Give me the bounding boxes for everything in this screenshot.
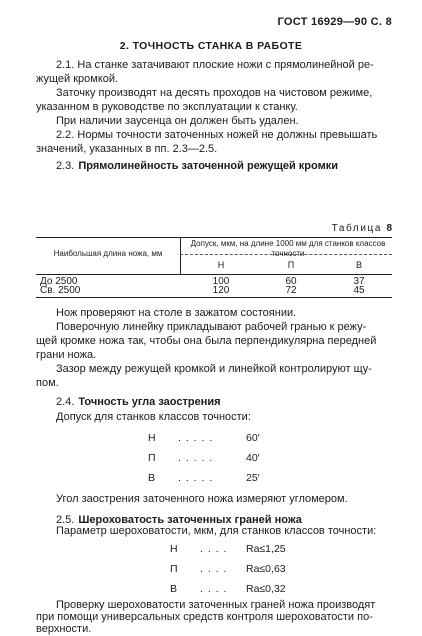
table-header-bottom-rule: [36, 274, 392, 275]
rough-class-n: Н: [170, 543, 178, 555]
angle-dots-n: . . . . .: [178, 432, 214, 444]
table-caption-word: Таблица: [331, 223, 383, 234]
table-top-rule: [36, 237, 392, 238]
rough-class-p: П: [170, 563, 178, 575]
angle-class-p: П: [148, 452, 156, 464]
para-ruler-line1: Поверочную линейку прикладывают рабочей гранью к режу-: [56, 321, 367, 333]
angle-measure: Угол заострения заточенного ножа измеряют угломером.: [56, 493, 348, 505]
angle-dots-v: . . . . .: [178, 472, 214, 484]
table-cell-v-2: 45: [353, 285, 365, 296]
para-final-line2: при помощи универсальных средств контроля шероховатости по-: [36, 611, 373, 623]
para-ruler-line3: грани ножа.: [36, 349, 97, 361]
table-cell-length-2: Св. 2500: [40, 285, 81, 296]
rough-intro: Параметр шероховатости, мкм, для станков классов точности:: [56, 525, 377, 537]
document-header: ГОСТ 16929—90 С. 8: [277, 16, 392, 28]
para-gap-line2: пом.: [36, 377, 59, 389]
para-burr: При наличии заусенца он должен быть удален.: [56, 115, 299, 127]
para-2-2-line1: 2.2. Нормы точности заточенных ножей не должны превышать: [56, 129, 378, 141]
para-2-1-line2: жущей кромкой.: [36, 73, 119, 85]
angle-class-n: Н: [148, 432, 156, 444]
heading-2-3-text: Прямолинейность заточенной режущей кромки: [78, 160, 338, 172]
angle-class-v: В: [148, 472, 156, 484]
rough-dots-p: . . . .: [200, 563, 228, 575]
table-vertical-divider: [180, 237, 181, 274]
para-2-1-line1: 2.1. На станке затачивают плоские ножи с прямолинейной ре-: [56, 59, 374, 71]
table-cell-p-2: 72: [285, 285, 297, 296]
table-caption-number: 8: [386, 223, 392, 234]
angle-value-p: 40′: [246, 452, 260, 464]
para-2-2-line2: значений, указанных в пп. 2.3—2.5.: [36, 143, 218, 155]
angle-intro: Допуск для станков классов точности:: [56, 411, 251, 423]
table-cell-n-2: 120: [212, 285, 230, 296]
heading-2-5-number: 2.5.: [56, 514, 75, 526]
table-cell-n-1: 100: [212, 276, 230, 287]
rough-value-n: Ra≤1,25: [246, 543, 286, 555]
heading-2-3-number: 2.3.: [56, 160, 75, 172]
table-cell-p-1: 60: [285, 276, 297, 287]
para-final-line1: Проверку шероховатости заточенных граней ножа производят: [56, 599, 376, 611]
table-caption: [332, 223, 392, 234]
para-gap-line1: Зазор между режущей кромкой и линейкой контролируют щу-: [56, 363, 372, 375]
rough-dots-n: . . . .: [200, 543, 228, 555]
table-bottom-rule: [36, 297, 392, 298]
table-cell-length-1: До 2500: [40, 276, 78, 287]
para-final-line3: верхности.: [36, 623, 92, 635]
para-check: Нож проверяют на столе в зажатом состоянии.: [56, 307, 297, 319]
table-header-tolerance: Допуск, мкм, на длине 1000 мм для станков классов точности: [190, 239, 386, 258]
angle-value-n: 60′: [246, 432, 260, 444]
heading-2-3: [56, 156, 338, 174]
tolerance-table: [36, 237, 392, 297]
para-sharpen-line1: Заточку производят на десять проходов на чистовом режиме,: [56, 87, 373, 99]
heading-2-4-number: 2.4.: [56, 396, 75, 408]
rough-class-v: В: [170, 583, 178, 595]
rough-value-p: Ra≤0,63: [246, 563, 286, 575]
para-sharpen-line2: указанном в руководстве по эксплуатации к станку.: [36, 101, 298, 113]
table-header-length: Наибольшая длина ножа, мм: [53, 249, 163, 258]
angle-value-v: 25′: [246, 472, 260, 484]
para-ruler-line2: щей кромке ножа так, чтобы она была перпендикулярна передней: [36, 335, 377, 347]
section-title: 2. ТОЧНОСТЬ СТАНКА В РАБОТЕ: [119, 40, 303, 52]
rough-value-v: Ra≤0,32: [246, 583, 286, 595]
table-cell-v-1: 37: [353, 276, 365, 287]
heading-2-5-text: Шероховатость заточенных граней ножа: [78, 514, 302, 526]
heading-2-4: [56, 392, 221, 410]
angle-dots-p: . . . . .: [178, 452, 214, 464]
table-header-class-n: Н: [217, 260, 225, 270]
table-header-class-p: П: [287, 260, 295, 270]
rough-dots-v: . . . .: [200, 583, 228, 595]
table-header-class-v: В: [355, 260, 362, 270]
heading-2-4-text: Точность угла заострения: [78, 396, 221, 408]
